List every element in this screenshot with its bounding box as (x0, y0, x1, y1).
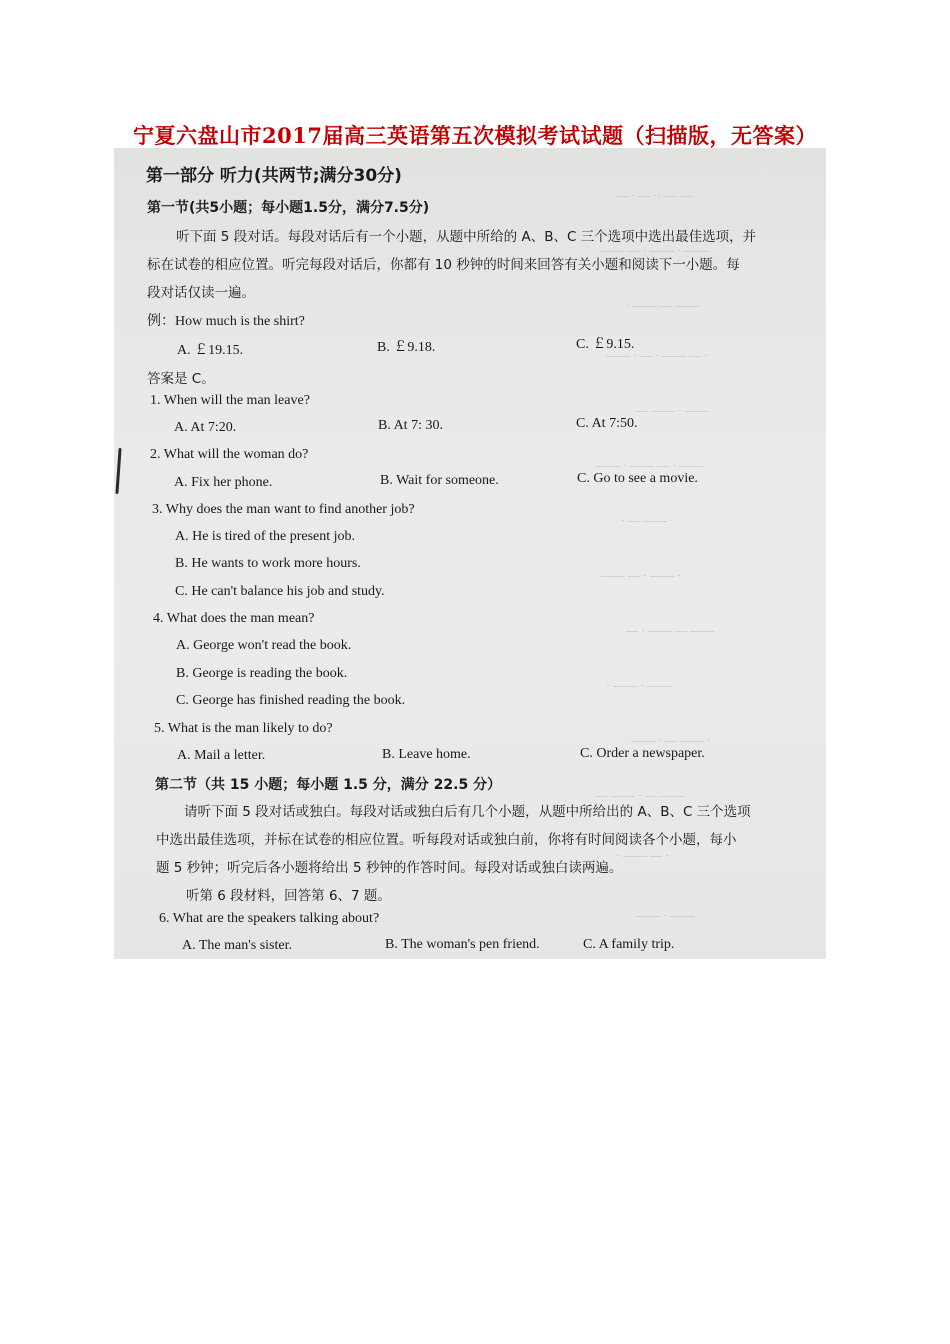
section1-instruction-line: 听下面 5 段对话。每段对话后有一个小题，从题中所给的 A、B、C 三个选项中选出最佳选项，并 (176, 229, 757, 245)
document-title: 宁夏六盘山市2017届高三英语第五次模拟考试试题（扫描版，无答案） (133, 123, 817, 148)
question-1-option-c: C. At 7:50. (576, 416, 638, 431)
section1-instruction-line: 段对话仅读一遍。 (147, 285, 255, 301)
question-2: 2. What will the woman do? (150, 447, 309, 462)
section2-instruction-line: 题 5 秒钟；听完后各小题将给出 5 秒钟的作答时间。每段对话或独白读两遍。 (156, 860, 623, 876)
question-6-option-a: A. The man's sister. (182, 938, 292, 953)
question-1-option-b: B. At 7: 30. (378, 418, 443, 433)
part1-heading: 第一部分 听力(共两节;满分30分) (146, 166, 402, 186)
example-answer: 答案是 C。 (147, 371, 215, 387)
question-5-option-c: C. Order a newspaper. (580, 746, 705, 761)
question-3-option-c: C. He can't balance his job and study. (175, 584, 385, 599)
section1-instruction-line: 标在试卷的相应位置。听完每段对话后，你都有 10 秒钟的时间来回答有关小题和阅读下一小题。每 (147, 257, 740, 273)
question-4: 4. What does the man mean? (153, 611, 315, 626)
question-1: 1. When will the man leave? (150, 393, 310, 408)
question-1-option-a: A. At 7:20. (174, 420, 237, 435)
question-2-option-a: A. Fix her phone. (174, 475, 273, 490)
example-option-c: C. ￡9.15. (576, 337, 635, 352)
section2-heading: 第二节（共 15 小题；每小题 1.5 分，满分 22.5 分） (155, 777, 502, 793)
question-5-option-b: B. Leave home. (382, 747, 471, 762)
question-2-option-c: C. Go to see a movie. (577, 471, 698, 486)
material-note: 听第 6 段材料，回答第 6、7 题。 (186, 888, 391, 904)
question-4-option-a: A. George won't read the book. (176, 638, 352, 653)
section1-heading: 第一节(共5小题；每小题1.5分，满分7.5分) (147, 200, 430, 216)
example-option-a: A. ￡19.15. (177, 343, 244, 358)
scanned-exam-page (114, 148, 826, 959)
question-5: 5. What is the man likely to do? (154, 721, 333, 736)
question-6-option-c: C. A family trip. (583, 937, 675, 952)
question-3: 3. Why does the man want to find another job? (152, 502, 415, 517)
question-5-option-a: A. Mail a letter. (177, 748, 266, 763)
example-option-b: B. ￡9.18. (377, 340, 436, 355)
question-6-option-b: B. The woman's pen friend. (385, 937, 540, 952)
question-4-option-c: C. George has finished reading the book. (176, 693, 406, 708)
question-2-option-b: B. Wait for someone. (380, 473, 499, 488)
section2-instruction-line: 请听下面 5 段对话或独白。每段对话或独白后有几个小题，从题中所给出的 A、B、C 三个选项 (184, 804, 751, 820)
pen-mark (115, 448, 121, 494)
section2-instruction-line: 中选出最佳选项，并标在试卷的相应位置。听每段对话或独白前，你将有时间阅读各个小题，每小 (156, 832, 737, 848)
question-4-option-b: B. George is reading the book. (176, 666, 348, 681)
example-question: 例：How much is the shirt? (147, 314, 305, 329)
question-3-option-a: A. He is tired of the present job. (175, 529, 356, 544)
question-3-option-b: B. He wants to work more hours. (175, 556, 361, 571)
bleed-through-texture: — · — ·· — — —— — · —— · —— · —— — —— —— · — · —— — · — —— · —— —— · —— — · —— · — —— · —— — · —— · — · —— — —— · —— · —— —— · — —— · — —— · — —— · —— — · —— · —— (596, 188, 714, 922)
question-6: 6. What are the speakers talking about? (159, 911, 380, 926)
